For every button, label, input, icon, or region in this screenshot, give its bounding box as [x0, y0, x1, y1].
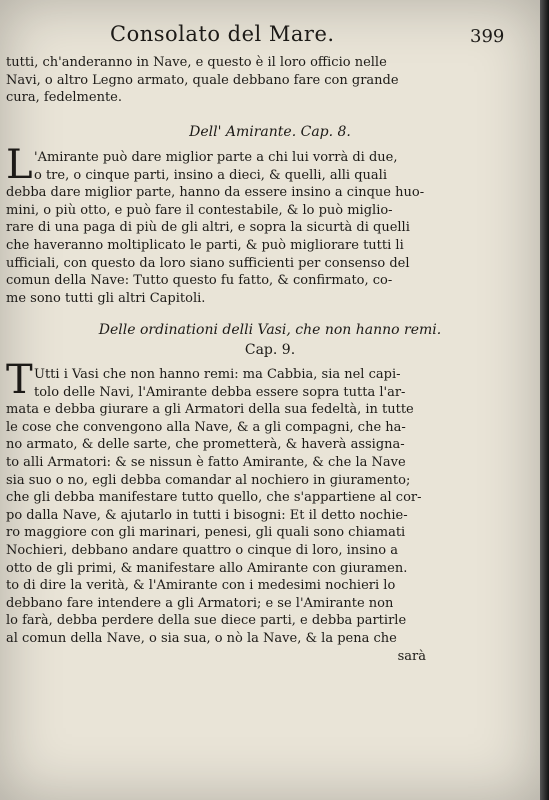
- text-line: cura, fedelmente.: [6, 90, 123, 106]
- drop-cap-l: L: [6, 142, 33, 188]
- text-line: po dalla Nave, & ajutarlo in tutti i bisogni: Et il detto nochie-: [6, 507, 408, 523]
- chapter-8-paragraph: [6, 149, 536, 307]
- text-line: o tre, o cinque parti, insino a dieci, & quelli, alli quali: [34, 167, 387, 183]
- text-line: mata e debba giurare a gli Armatori della sua fedeltà, in tutte: [6, 402, 414, 418]
- catchword: sarà: [397, 648, 426, 664]
- chapter-9-heading: Delle ordinationi delli Vasi, che non hanno remi.: [98, 322, 442, 338]
- page-number: 399: [470, 26, 505, 47]
- chapter-9-paragraph: [6, 366, 536, 665]
- text-line: ufficiali, con questo da loro siano sufficienti per consenso del: [6, 255, 410, 271]
- chapter-9-number: Cap. 9.: [244, 342, 296, 358]
- text-line: Utti i Vasi che non hanno remi: ma Cabbia, sia nel capi-: [34, 367, 401, 382]
- text-line: Nochieri, debbano andare quattro o cinque di loro, insino a: [6, 542, 399, 558]
- text-line: mini, o più otto, e può fare il contestabile, & lo può miglio-: [6, 202, 393, 218]
- text-line: che haveranno moltiplicato le parti, & può migliorare tutti li: [6, 237, 404, 253]
- text-line: tolo delle Navi, l'Amirante debba essere sopra tutta l'ar-: [34, 384, 406, 400]
- running-head: Consolato del Mare.: [110, 22, 335, 46]
- text-line: al comun della Nave, o sia sua, o nò la Nave, & la pena che: [6, 630, 397, 646]
- text-line: lo farà, debba perdere della sue diece parti, e debba partirle: [6, 613, 407, 629]
- text-line: to di dire la verità, & l'Amirante con i medesimi nochieri lo: [6, 578, 396, 594]
- chapter-8-heading: Dell' Amirante. Cap. 8.: [189, 124, 351, 140]
- text-line: debba dare miglior parte, hanno da essere insino a cinque huo-: [6, 185, 425, 201]
- text-line: rare di una paga di più de gli altri, e sopra la sicurtà di quelli: [6, 220, 410, 236]
- text-line: 'Amirante può dare miglior parte a chi lui vorrà di due,: [34, 150, 398, 165]
- drop-cap-t: T: [6, 357, 33, 403]
- text-line: debbano fare intendere a gli Armatori; e se l'Amirante non: [6, 595, 394, 611]
- page-edge-shadow: [540, 0, 549, 800]
- text-line: me sono tutti gli altri Capitoli.: [6, 290, 206, 306]
- text-line: che gli debba manifestare tutto quello, che s'appartiene al cor-: [6, 490, 422, 506]
- text-line: Navi, o altro Legno armato, quale debbano fare con grande: [6, 72, 399, 88]
- text-line: no armato, & delle sarte, che prometterà, & haverà assigna-: [6, 437, 405, 453]
- text-line: tutti, ch'anderanno in Nave, e questo è il loro officio nelle: [6, 55, 387, 70]
- text-line: ro maggiore con gli marinari, penesi, gli quali sono chiamati: [6, 525, 406, 541]
- text-line: sia suo o no, egli debba comandar al nochiero in giuramento;: [6, 472, 411, 488]
- text-line: otto de gli primi, & manifestare allo Amirante con giuramen.: [6, 560, 408, 576]
- text-line: to alli Armatori: & se nissun è fatto Amirante, & che la Nave: [6, 454, 406, 470]
- text-line: le cose che convengono alla Nave, & a gli compagni, che ha-: [6, 419, 406, 435]
- intro-paragraph: [6, 54, 536, 107]
- text-line: comun della Nave: Tutto questo fu fatto, & confirmato, co-: [6, 273, 393, 289]
